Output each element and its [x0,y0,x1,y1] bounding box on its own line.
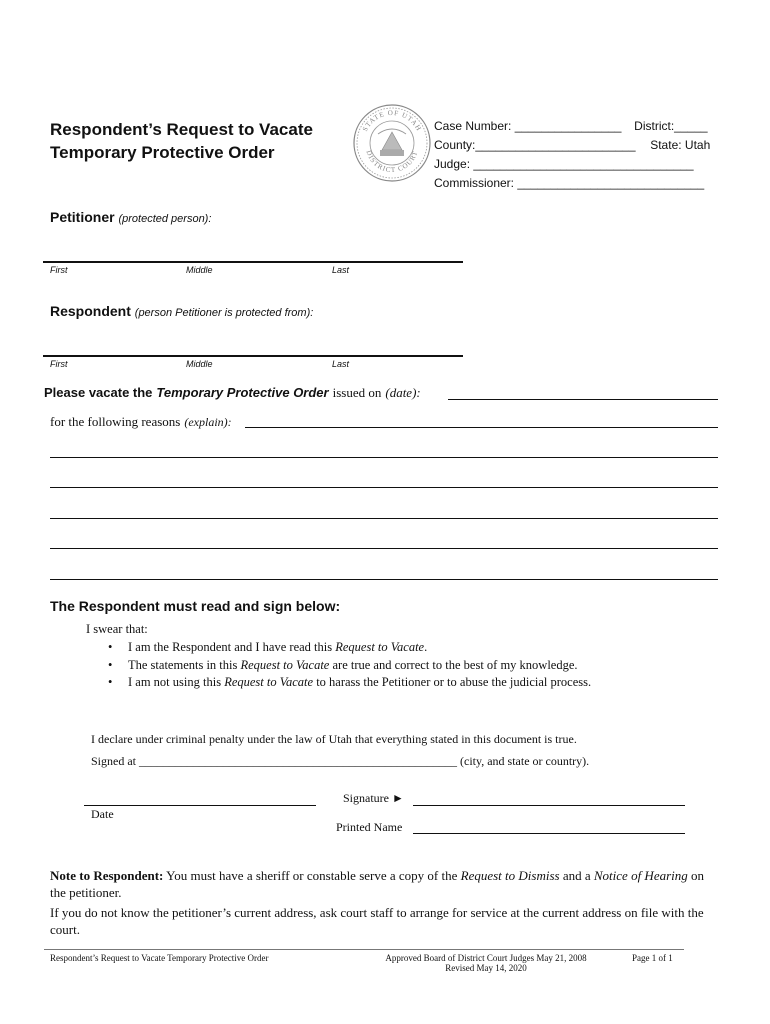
district-field[interactable]: District:_____ [634,119,708,133]
judge-field[interactable]: Judge: _________________________________ [434,157,694,171]
case-info-block [434,117,724,193]
respondent-heading [50,303,313,319]
petitioner-first-label: First [50,265,68,275]
seal-top-text: STATE OF UTAH [360,108,424,133]
petitioner-middle-label: Middle [186,265,213,275]
sworn-statement-2: • The statements in this Request to Vacate are true and correct to the best of my knowledge. [86,657,726,675]
petitioner-name-line[interactable] [43,261,463,263]
sworn-statement-1: • I am the Respondent and I have read this Request to Vacate. [86,639,726,657]
reasons-lead: for the following reasons [50,414,181,429]
sworn-statements-list [86,639,726,692]
respondent-hint: (person Petitioner is protected from): [134,307,314,319]
signature-label: Signature ► [343,791,404,805]
vacate-lead: Please vacate the [44,385,153,400]
date-line[interactable] [84,805,316,806]
reasons-line-4[interactable] [50,518,718,519]
printed-name-line[interactable] [413,833,685,834]
footer-approved [371,953,601,973]
state-field: State: Utah [650,138,711,152]
service-note: If you do not know the petitioner’s current address, ask court staff to arrange for service at the current address on file with the court. [50,905,704,937]
sworn-statement-3: • I am not using this Request to Vacate to harass the Petitioner or to abuse the judicial process. [86,674,726,692]
county-field[interactable]: County:________________________ [434,138,636,152]
vacate-order-name: Temporary Protective Order [156,385,329,400]
reasons-line [50,413,232,431]
petitioner-last-label: Last [332,265,350,275]
respondent-last-label: Last [332,359,350,369]
reasons-hint: (explain): [184,415,232,429]
respondent-middle-label: Middle [186,359,213,369]
footer-divider [44,949,684,950]
form-title [50,118,350,164]
reasons-line-3[interactable] [50,487,718,488]
petitioner-hint: (protected person): [118,213,212,225]
respondent-first-label: First [50,359,68,369]
vacate-request-line [44,384,421,402]
reasons-line-2[interactable] [50,457,718,458]
respondent-name-line[interactable] [43,355,463,357]
signed-at-field[interactable]: Signed at _____________________________________________________ (city, and state or country). [91,754,590,768]
date-hint: (date): [385,385,421,400]
footer-form-name: Respondent’s Request to Vacate Temporary Protective Order [50,953,269,963]
seal-bottom-text: DISTRICT COURT [364,149,420,175]
note-to-respondent: Note to Respondent: You must have a sheriff or constable serve a copy of the Request to Dismiss and a Notice of Hearing on the petitioner. [50,868,705,900]
court-seal-icon [352,98,432,188]
signature-line[interactable] [413,805,685,806]
form-title-line1: Respondent’s Request to Vacate [50,120,313,139]
reasons-line-6[interactable] [50,579,718,580]
footer-approved-date: Approved Board of District Court Judges May 21, 2008 [385,953,587,963]
issue-date-line[interactable] [448,399,718,400]
case-info-row-1 [434,117,724,136]
commissioner-field[interactable]: Commissioner: ____________________________ [434,176,705,190]
date-label: Date [91,807,114,821]
form-title-line2: Temporary Protective Order [50,143,275,162]
case-info-row-2 [434,136,724,155]
declaration-text: I declare under criminal penalty under the law of Utah that everything stated in this document is true. [91,732,577,746]
sign-section-heading: The Respondent must read and sign below: [50,598,341,614]
case-number-field[interactable]: Case Number: ________________ [434,119,622,133]
petitioner-label: Petitioner [50,209,115,225]
issued-on-text: issued on [332,385,382,400]
footer-page-number: Page 1 of 1 [632,953,673,963]
petitioner-heading [50,209,211,225]
note-label: Note to Respondent: [50,868,164,883]
reasons-line-1[interactable] [245,427,718,428]
printed-name-label: Printed Name [336,820,403,834]
reasons-line-5[interactable] [50,548,718,549]
respondent-label: Respondent [50,303,131,319]
footer-revised-date: Revised May 14, 2020 [445,963,527,973]
swear-intro: I swear that: [86,622,148,636]
